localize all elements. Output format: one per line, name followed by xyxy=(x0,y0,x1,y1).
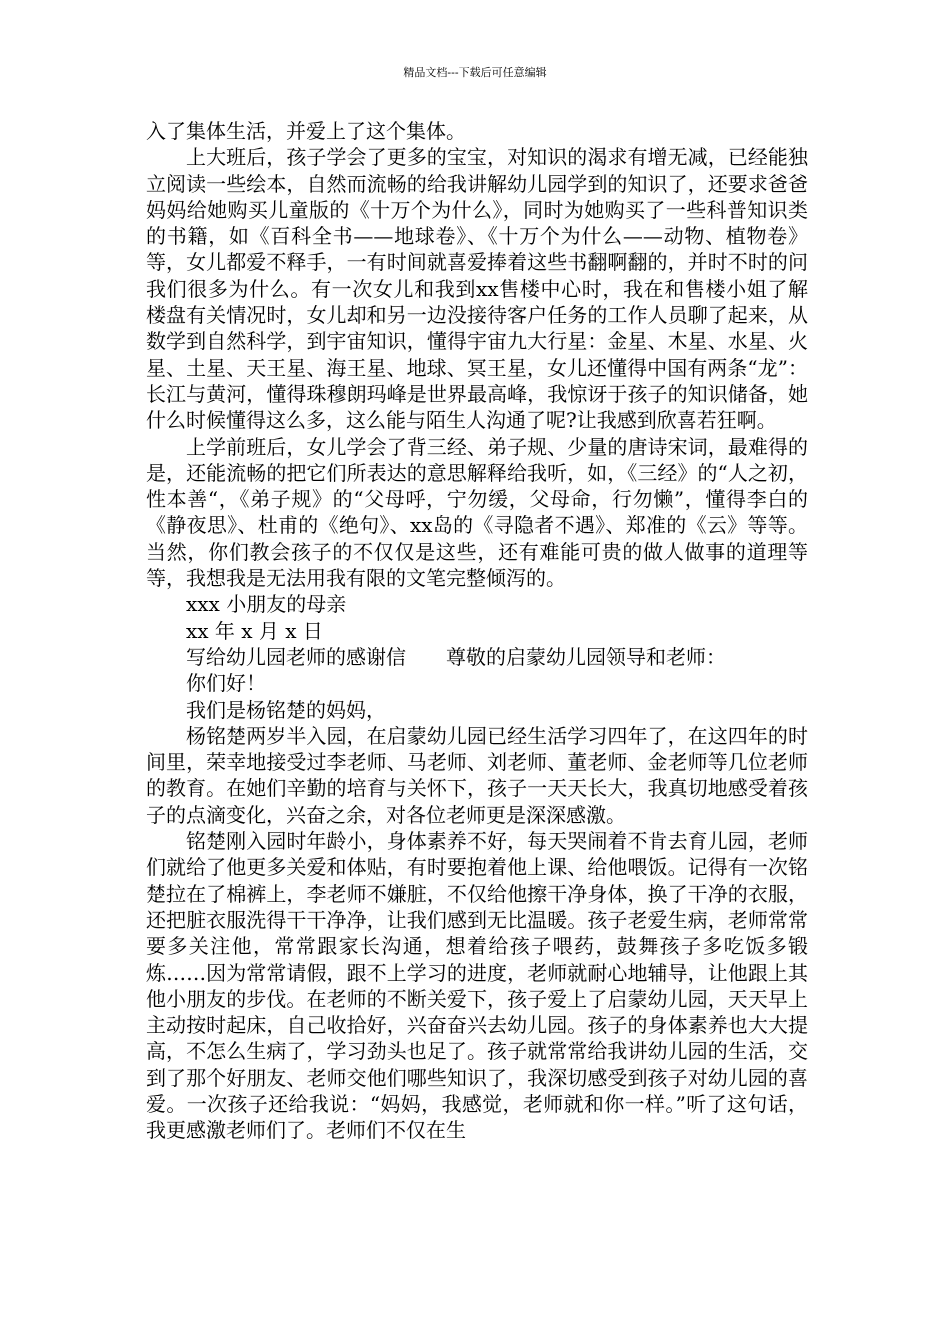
paragraph-1: 入了集体生活，并爱上了这个集体。 xyxy=(146,119,466,143)
greeting-line: 你们好！ xyxy=(186,671,266,696)
paragraph-2: 上大班后，孩子学会了更多的宝宝，对知识的渴求有增无减，已经能独立阅读一些绘本，自然而流畅的给我讲解幼儿园学到的知识了，还要求爸爸妈妈给她购买儿童版的《十万个为什么》，同时为她购买了一些科普知识类的书籍，如《百科全书——地球卷》、《十万个为什么——动物、植物卷》等，女儿都爱不释手，一有时间就喜爱捧着这些书翻啊翻的，并时不时的问我们很多为什么。有一次女儿和我到xx售楼中心时，我在和售楼小姐了解楼盘有关情况时，女儿却和另一边没接待客户任务的工作人员聊了起来，从数学到自然科学，到宇宙知识，懂得宇宙九大行星：金星、木星、水星、火星、土星、天王星、海王星、地球、冥王星，女儿还懂得中国有两条“龙”：长江与黄河，懂得珠穆朗玛峰是世界最高峰，我惊讶于孩子的知识储备，她什么时候懂得这么多，这么能与陌生人沟通了呢?让我感到欣喜若狂啊。 xyxy=(146,145,808,433)
letter-title-line: 写给幼儿园老师的感谢信 尊敬的启蒙幼儿园领导和老师： xyxy=(186,644,726,669)
paragraph-10: 铭楚刚入园时年龄小，身体素养不好，每天哭闹着不肯去育儿园，老师们就给了他更多关爱和体贴，有时要抱着他上课、给他喂饭。记得有一次铭楚拉在了棉裤上，李老师不嫌脏，不仅给他擦干净身体，换了干净的衣服，还把脏衣服洗得干干净净，让我们感到无比温暖。孩子老爱生病，老师常常要多关注他，常常跟家长沟通，想着给孩子喂药，鼓舞孩子多吃饭多锻炼……因为常常请假，跟不上学习的进度，老师就耐心地辅导，让他跟上其他小朋友的步伐。在老师的不断关爱下，孩子爱上了启蒙幼儿园，天天早上主动按时起床，自己收拾好，兴奋奋兴去幼儿园。孩子的身体素养也大大提高，不怎么生病了，学习劲头也足了。孩子就常常给我讲幼儿园的生活，交到了那个好朋友、老师交他们哪些知识了，我深切感受到孩子对幼儿园的喜爱。一次孩子还给我说：“妈妈，我感觉，老师就和你一样。”听了这句话，我更感激老师们了。老师们不仅在生 xyxy=(146,829,808,1143)
paragraph-3: 上学前班后，女儿学会了背三经、弟子规、少量的唐诗宋词，最难得的是，还能流畅的把它们所表达的意思解释给我听，如，《三经》的“人之初，性本善“，《弟子规》的“父母呼，宁勿缓，父母命，行勿懒”，懂得李白的《静夜思》、杜甫的《绝句》、xx岛的《寻隐者不遇》、郑准的《云》等等。当然，你们教会孩子的不仅仅是这些，还有难能可贵的做人做事的道理等等，我想我是无法用我有限的文笔完整倾泻的。 xyxy=(146,434,808,591)
intro-line: 我们是杨铭楚的妈妈， xyxy=(186,697,386,722)
paragraph-9: 杨铭楚两岁半入园，在启蒙幼儿园已经生活学习四年了，在这四年的时间里，荣幸地接受过李老师、马老师、刘老师、董老师、金老师等几位老师的教育。在她们辛勤的培育与关怀下，孩子一天天长大，我真切地感受着孩子的点滴变化，兴奋之余，对各位老师更是深深感激。 xyxy=(146,723,808,827)
date-line: xx 年 x 月 x 日 xyxy=(186,618,323,643)
document-body xyxy=(146,118,808,1144)
signature-line: xxx 小朋友的母亲 xyxy=(186,592,347,617)
page-header: 精品文档---下载后可任意编辑 xyxy=(403,66,547,79)
